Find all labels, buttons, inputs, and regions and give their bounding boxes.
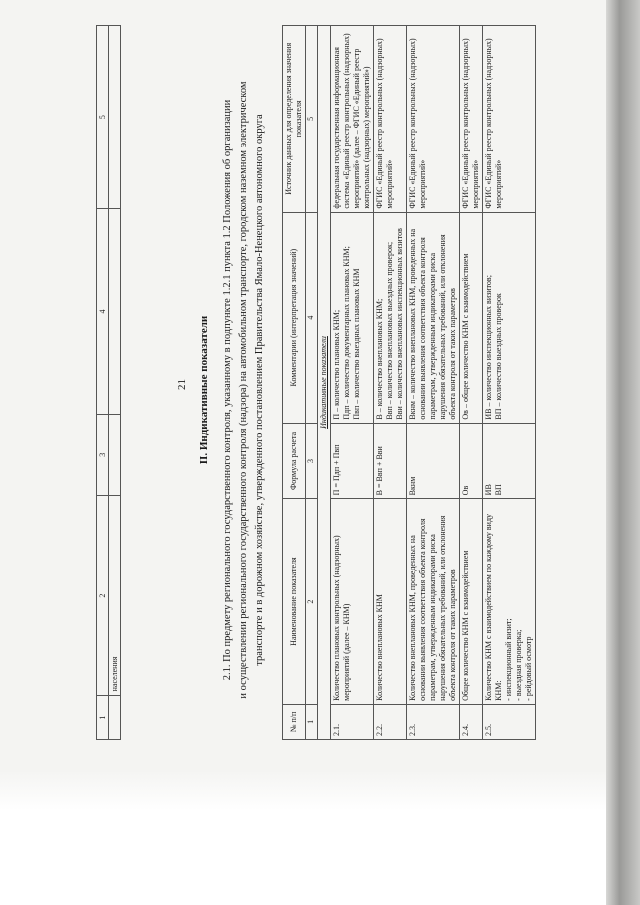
row-name: Количество плановых контрольных (надзорных) мероприятий (далее – КНМ) — [331, 499, 374, 705]
row-comment — [483, 212, 536, 423]
cont-cell-5: 5 — [97, 26, 109, 209]
cont-text: населения — [109, 495, 121, 696]
row-source: ФГИС «Единый реестр контрольных (надзорных) мероприятий» — [374, 26, 407, 213]
table-header-row — [283, 26, 306, 740]
header-comment: Комментарии (интерпретация значений) — [283, 212, 306, 423]
comment-line: Вви – количество внеплановых инспекционных визитов — [395, 228, 404, 420]
col-number: 3 — [306, 423, 318, 499]
table-row — [460, 26, 483, 740]
header-no: № п/п — [283, 704, 306, 739]
comment-line: Пвп – количество выездных плановых КНМ — [352, 268, 361, 420]
row-source: ФГИС «Единый реестр контрольных (надзорных) мероприятий» — [407, 26, 460, 213]
cont-cell-1: 1 — [97, 696, 109, 740]
comment-line: ИВ – количество инспекционных визитов; — [484, 275, 493, 420]
header-source: Источник данных для определения значения показателя — [283, 26, 306, 213]
page-margin — [0, 770, 606, 905]
intro-line: 2.1. По предмету регионального государственного контроля, указанному в подпункте 1.2.1 пункта 1.2 Положения об организации — [222, 99, 233, 681]
intro-line: и осуществлении регионального государственного контроля (надзора) на автомобильном транспорте, городском наземном электрическом — [238, 81, 249, 699]
row-source: федеральная государственная информационная система «Единый реестр контрольных (надзорных) мероприятий» (далее – ФГИС «Единый реестр контрольных (надзорных) мероприятий») — [331, 26, 374, 213]
row-formula: Ов — [460, 423, 483, 499]
row-source: ФГИС «Единый реестр контрольных (надзорных) мероприятий» — [460, 26, 483, 213]
cont-cell-4: 4 — [97, 209, 109, 415]
intro-line: транспорте и в дорожном хозяйстве, утвержденного постановлением Правительства Ямало-Ненецкого автономного округа — [254, 114, 265, 666]
col-number: 5 — [306, 26, 318, 213]
group-header-row — [318, 26, 331, 740]
col-number: 2 — [306, 499, 318, 705]
page-number: 21 — [176, 379, 188, 390]
row-comment — [331, 212, 374, 423]
row-no: 2.1. — [331, 704, 374, 739]
table-row — [331, 26, 374, 740]
row-comment — [374, 212, 407, 423]
formula-line: ВП — [494, 484, 503, 496]
rotated-page — [0, 30, 606, 770]
col-number: 1 — [306, 704, 318, 739]
comment-line: Ов – общее количество КНМ с взаимодействием — [461, 253, 470, 420]
row-no: 2.3. — [407, 704, 460, 739]
row-no: 2.4. — [460, 704, 483, 739]
row-formula: В = Ввп + Вви — [374, 423, 407, 499]
row-formula: П = Пдп + Пвп — [331, 423, 374, 499]
name-line: - выездная проверка; — [514, 629, 523, 701]
continuation-text-row — [109, 26, 121, 740]
table-row — [483, 26, 536, 740]
header-name: Наименование показателя — [283, 499, 306, 705]
table-row — [407, 26, 460, 740]
continuation-row — [97, 26, 109, 740]
row-name — [483, 499, 536, 705]
row-no: 2.2. — [374, 704, 407, 739]
column-number-row — [306, 26, 318, 740]
continuation-table — [96, 25, 121, 740]
col-number: 4 — [306, 212, 318, 423]
row-source: ФГИС «Единый реестр контрольных (надзорных) мероприятий» — [483, 26, 536, 213]
row-comment — [460, 212, 483, 423]
row-comment — [407, 212, 460, 423]
row-name: Общее количество КНМ с взаимодействием — [460, 499, 483, 705]
section-title: II. Индикативные показатели — [198, 315, 210, 465]
comment-line: В – количество внеплановых КНМ; — [375, 298, 384, 420]
cont-cell-2: 2 — [97, 495, 109, 696]
name-line: - рейдовый осмотр — [524, 636, 533, 701]
group-title: Индикативные показатели — [318, 26, 331, 740]
row-name: Количество внеплановых КНМ, проведенных на основании выявления соответствия объекта контроля параметрам, утвержденным индикаторами риска нарушения обязательных требований, или отклонения объекта контроля от таких параметров — [407, 499, 460, 705]
scan-edge — [606, 0, 640, 905]
comment-line: ВП – количество выездных проверок — [494, 293, 503, 420]
row-no: 2.5. — [483, 704, 536, 739]
comment-line: Ввп – количество внеплановых выездных проверок; — [385, 241, 394, 420]
formula-line: ИВ — [484, 484, 493, 496]
comment-line: П – количество плановых КНМ; — [332, 309, 341, 420]
comment-line: Пдп – количество документарных плановых КНМ; — [342, 246, 351, 420]
header-formula: Формула расчета — [283, 423, 306, 499]
name-line: Количество КНМ с взаимодействием по каждому виду КНМ: — [484, 513, 503, 701]
cont-cell-3: 3 — [97, 414, 109, 495]
name-line: - инспекционный визит; — [504, 618, 513, 701]
row-formula: Вкнм — [407, 423, 460, 499]
intro-paragraph — [220, 10, 268, 770]
comment-line: Вкнм – количество внеплановых КНМ, проведенных на основании выявления соответствия объекта контроля параметрам, утвержденным индикаторами риска нарушения обязательных требований, или отклонения объекта контроля от таких параметров — [408, 228, 457, 420]
table-row — [374, 26, 407, 740]
indicators-table — [282, 25, 536, 740]
row-name: Количество внеплановых КНМ — [374, 499, 407, 705]
row-formula — [483, 423, 536, 499]
